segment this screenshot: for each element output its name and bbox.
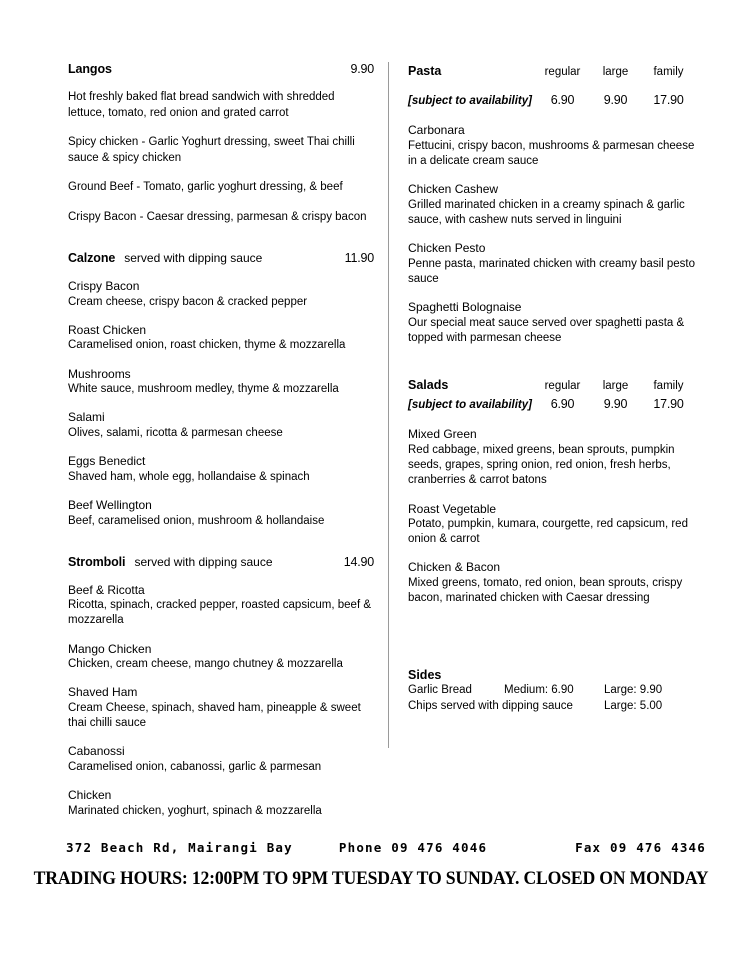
size-label-large: large — [602, 380, 629, 393]
price-header-row — [408, 62, 696, 81]
item-description: Ricotta, spinach, cracked pepper, roasted capsicum, beef & mozzarella — [68, 599, 371, 627]
size-label-regular: regular — [544, 66, 581, 78]
list-item — [408, 560, 696, 606]
size-label-large: large — [602, 66, 629, 78]
item-description: Our special meat sauce served over spaghetti pasta & topped with parmesan cheese — [408, 316, 685, 344]
column-divider — [388, 62, 389, 748]
item-name: Crispy Bacon — [68, 279, 140, 294]
price-regular: 6.90 — [550, 396, 575, 411]
item-name: Eggs Benedict — [68, 454, 146, 469]
menu-paragraph: Spicy chicken - Garlic Yoghurt dressing, sweet Thai chilli sauce & spicy chicken — [68, 136, 355, 164]
right-column — [408, 62, 696, 715]
menu-item-list — [408, 427, 696, 606]
item-description: Mixed greens, tomato, red onion, bean sprouts, crispy bacon, marinated chicken with Caesar dressing — [408, 577, 683, 605]
item-name: Mushrooms — [68, 366, 131, 381]
item-description: Cream cheese, crispy bacon & cracked pepper — [68, 295, 308, 308]
side-price-large: Large: 9.90 — [604, 684, 663, 697]
section-langos — [68, 62, 374, 225]
item-name: Carbonara — [408, 123, 465, 138]
section-price: 14.90 — [343, 554, 374, 569]
address-text: 372 Beach Rd, Mairangi Bay — [66, 840, 293, 855]
section-stromboli — [68, 555, 374, 819]
section-calzone — [68, 251, 374, 529]
item-description: Marinated chicken, yoghurt, spinach & mozzarella — [68, 804, 322, 817]
size-label-family: family — [653, 66, 684, 78]
availability-note: [subject to availability] — [408, 398, 532, 411]
item-name: Shaved Ham — [68, 685, 138, 700]
item-description: Cream Cheese, spinach, shaved ham, pineapple & sweet thai chilli sauce — [68, 701, 361, 730]
side-name: Chips served with dipping sauce — [408, 700, 573, 713]
menu-paragraph: Crispy Bacon - Caesar dressing, parmesan & crispy bacon — [68, 210, 367, 223]
price-large: 9.90 — [603, 396, 628, 411]
item-name: Mixed Green — [408, 427, 477, 442]
section-header-calzone — [68, 251, 374, 265]
size-label-family: family — [653, 380, 684, 393]
list-item — [68, 454, 374, 485]
list-item — [408, 502, 696, 548]
item-name: Chicken Cashew — [408, 182, 499, 197]
list-item — [408, 300, 696, 346]
item-description: Penne pasta, marinated chicken with creamy basil pesto sauce — [408, 257, 696, 285]
side-price-large: Large: 5.00 — [604, 700, 663, 713]
price-value-row — [408, 91, 696, 110]
section-subtitle: served with dipping sauce — [134, 554, 273, 569]
section-header-pasta — [408, 62, 696, 109]
price-header-row — [408, 376, 696, 395]
list-item — [68, 498, 374, 529]
price-large: 9.90 — [603, 92, 628, 107]
item-name: Chicken & Bacon — [408, 560, 501, 575]
section-salads — [408, 376, 696, 606]
item-description: Caramelised onion, cabanossi, garlic & parmesan — [68, 760, 322, 773]
item-name: Chicken Pesto — [408, 241, 486, 256]
section-header-stromboli — [68, 555, 374, 569]
sides-row — [408, 683, 696, 699]
item-name: Roast Vegetable — [408, 501, 497, 516]
list-item — [68, 744, 374, 775]
item-description: Shaved ham, whole egg, hollandaise & spinach — [68, 470, 310, 483]
item-description: Potato, pumpkin, kumara, courgette, red capsicum, red onion & carrot — [408, 518, 688, 546]
list-item — [408, 182, 696, 228]
price-family: 17.90 — [653, 92, 684, 107]
item-name: Cabanossi — [68, 744, 125, 759]
item-name: Beef & Ricotta — [68, 582, 145, 597]
section-title: Sides — [408, 668, 442, 683]
section-title: Calzone — [68, 251, 116, 266]
item-description: Red cabbage, mixed greens, bean sprouts, pumpkin seeds, grapes, spring onion, red onion, fresh herbs, cranberries & carrot batons — [408, 444, 675, 487]
side-price-medium: Medium: 6.90 — [504, 684, 574, 697]
menu-item-list — [408, 123, 696, 346]
item-description: Olives, salami, ricotta & parmesan cheese — [68, 426, 283, 439]
section-price: 9.90 — [350, 62, 374, 76]
section-title: Salads — [408, 378, 449, 393]
phone-text: Phone 09 476 4046 — [338, 840, 488, 855]
list-item — [68, 410, 374, 441]
menu-item-list — [68, 583, 374, 819]
item-name: Roast Chicken — [68, 322, 147, 337]
item-description: Beef, caramelised onion, mushroom & hollandaise — [68, 514, 325, 527]
list-item — [68, 367, 374, 398]
item-description: Chicken, cream cheese, mango chutney & mozzarella — [68, 658, 343, 671]
price-regular: 6.90 — [550, 92, 575, 107]
price-family: 17.90 — [653, 396, 684, 411]
section-title: Stromboli — [68, 554, 126, 569]
left-column — [68, 62, 374, 819]
item-name: Beef Wellington — [68, 497, 152, 512]
item-name: Chicken — [68, 788, 112, 803]
price-value-row — [408, 395, 696, 414]
trading-hours-text: TRADING HOURS: 12:00PM TO 9PM TUESDAY TO SUNDAY. CLOSED ON MONDAY — [33, 868, 709, 889]
availability-note: [subject to availability] — [408, 94, 532, 107]
item-name: Spaghetti Bolognaise — [408, 300, 522, 315]
list-item — [408, 427, 696, 488]
menu-paragraph: Hot freshly baked flat bread sandwich with shredded lettuce, tomato, red onion and grated carrot — [68, 91, 335, 119]
size-label-regular: regular — [544, 380, 581, 393]
menu-item-list — [68, 279, 374, 529]
section-pasta — [408, 62, 696, 346]
item-name: Mango Chicken — [68, 641, 152, 656]
list-item — [68, 685, 374, 731]
list-item — [408, 241, 696, 287]
section-header-langos — [68, 62, 374, 76]
menu-paragraph: Ground Beef - Tomato, garlic yoghurt dressing, & beef — [68, 181, 343, 194]
item-name: Salami — [68, 410, 105, 425]
section-sides — [408, 668, 696, 715]
item-description: Grilled marinated chicken in a creamy spinach & garlic sauce, with cashew nuts served in linguini — [408, 198, 685, 227]
side-name: Garlic Bread — [408, 684, 472, 697]
item-description: Fettucini, crispy bacon, mushrooms & parmesan cheese in a delicate cream sauce — [408, 139, 695, 168]
list-item — [68, 279, 374, 310]
fax-text: Fax 09 476 4346 — [575, 840, 706, 855]
page-footer — [0, 840, 742, 890]
sides-row — [408, 699, 696, 715]
section-title: Pasta — [408, 64, 442, 78]
list-item — [408, 123, 696, 169]
item-description: White sauce, mushroom medley, thyme & mozzarella — [68, 383, 339, 396]
section-title: Langos — [68, 62, 112, 76]
list-item — [68, 583, 374, 629]
item-description: Caramelised onion, roast chicken, thyme & mozzarella — [68, 339, 346, 352]
list-item — [68, 788, 374, 819]
section-price: 11.90 — [344, 251, 374, 266]
section-header-salads — [408, 376, 696, 413]
list-item — [68, 642, 374, 673]
section-subtitle: served with dipping sauce — [124, 251, 263, 266]
footer-contact-line — [0, 840, 742, 855]
list-item — [68, 323, 374, 354]
